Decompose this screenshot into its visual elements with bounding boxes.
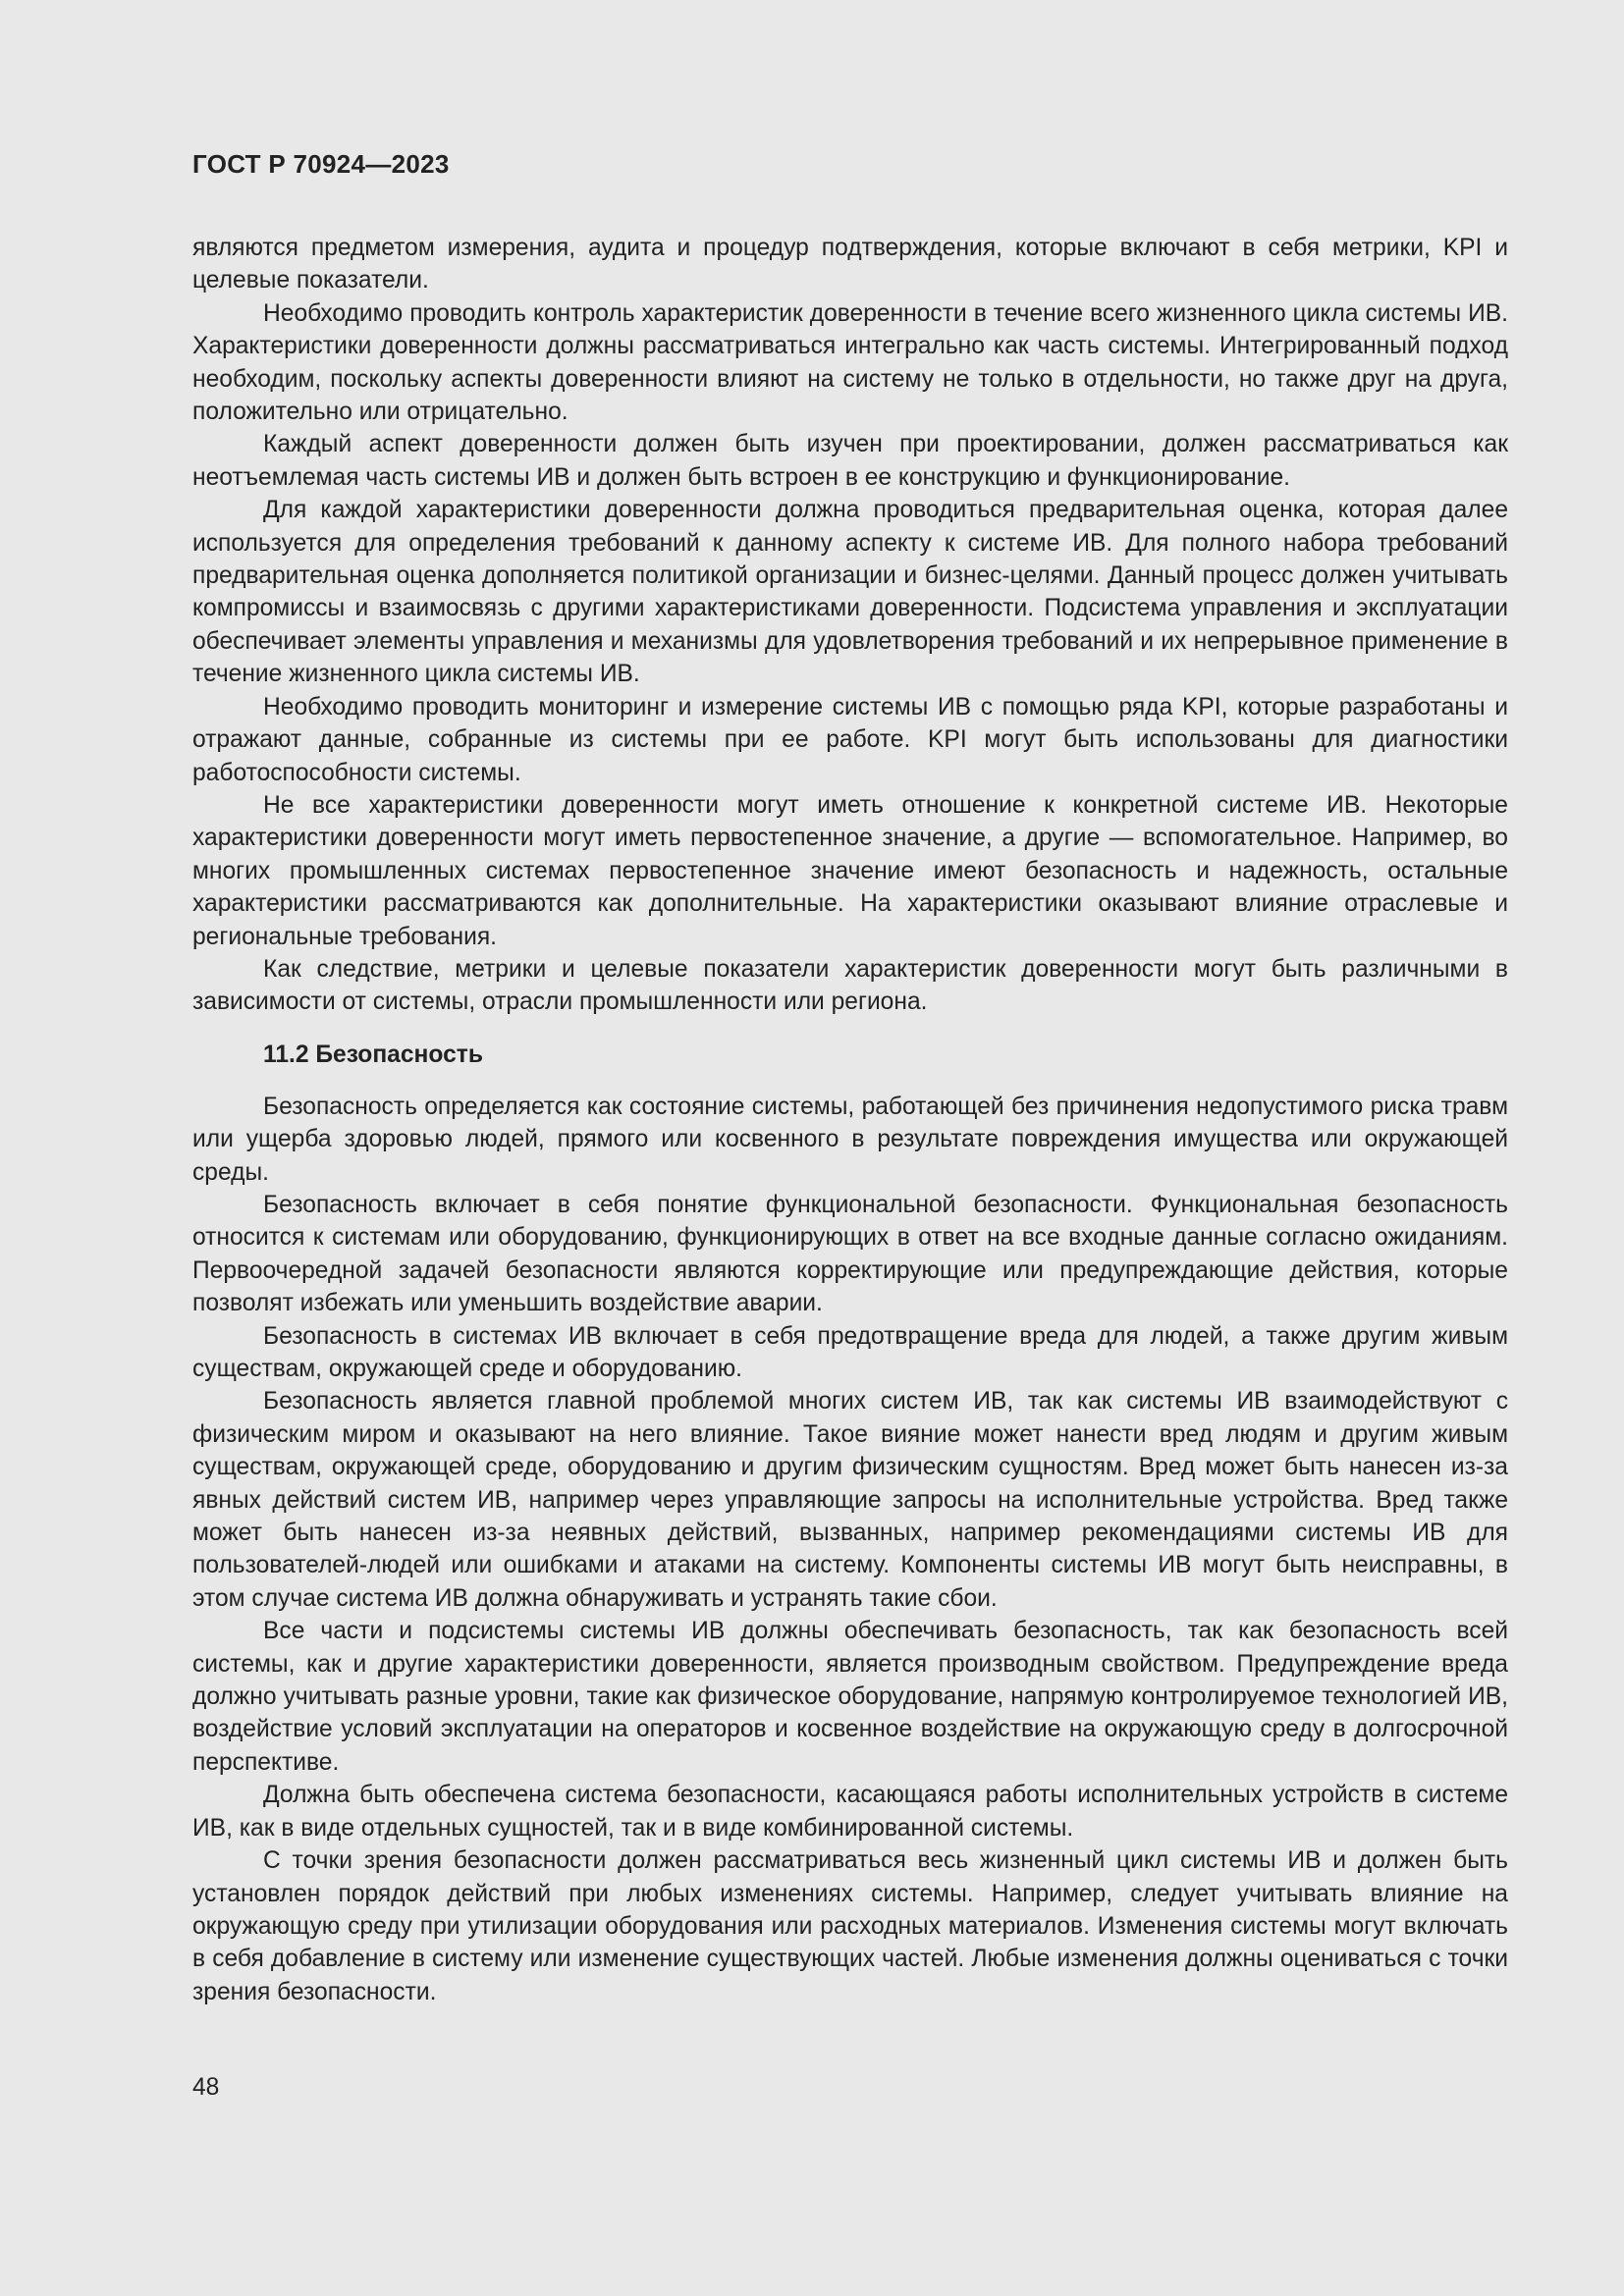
paragraph: Как следствие, метрики и целевые показатели характеристик доверенности могут быть различными в зависимости от системы, отрасли промышленности или региона. — [192, 955, 1508, 1016]
paragraph: Каждый аспект доверенности должен быть изучен при проектировании, должен рассматриваться как неотъемлемая часть системы ИВ и должен быть встроен в ее конструкцию и функционирование. — [192, 431, 1508, 491]
page-number: 48 — [192, 2074, 220, 2101]
paragraph: Необходимо проводить мониторинг и измерение системы ИВ с помощью ряда KPI, которые разработаны и отражают данные, собранные из системы при ее работе. KPI могут быть использованы для диагностики работоспособности системы. — [192, 693, 1508, 786]
document-page — [192, 147, 1508, 2008]
paragraph: Безопасность включает в себя понятие функциональной безопасности. Функциональная безопасность относится к системам или оборудованию, функционирующих в ответ на все входные данные согласно ожиданиям. Первоочередной задачей безопасности являются корректирующие или предупреждающие действия, которые позволят избежать или уменьшить воздействие аварии. — [192, 1191, 1508, 1317]
intro-text-block — [192, 232, 1508, 1019]
paragraph: Не все характеристики доверенности могут иметь отношение к конкретной системе ИВ. Некоторые характеристики доверенности могут иметь первостепенное значение, а другие — вспомогательное. Например, во многих промышленных системах первостепенное значение имеют безопасность и надежность, остальные характеристики рассматриваются как дополнительные. На характеристики оказывают влияние отраслевые и региональные требования. — [192, 791, 1508, 950]
section-heading: 11.2 Безопасность — [263, 1041, 483, 1068]
paragraph: Необходимо проводить контроль характеристик доверенности в течение всего жизненного цикла системы ИВ. Характеристики доверенности должны рассматриваться интегрально как часть системы. Интегрированный подход необходим, поскольку аспекты доверенности влияют на систему не только в отдельности, но также друг на друга, положительно или отрицательно. — [192, 299, 1508, 426]
paragraph: Для каждой характеристики доверенности должна проводиться предварительная оценка, которая далее используется для определения требований к данному аспекту к системе ИВ. Для полного набора требований предварительная оценка дополняется политикой организации и бизнес-целями. Данный процесс должен учитывать компромиссы и взаимосвязь с другими характеристиками доверенности. Подсистема управления и эксплуатации обеспечивает элементы управления и механизмы для удовлетворения требований и их непрерывное применение в течение жизненного цикла системы ИВ. — [192, 497, 1508, 688]
paragraph-continuation: являются предметом измерения, аудита и процедур подтверждения, которые включают в себя метрики, KPI и целевые показатели. — [192, 235, 1508, 294]
section-text-block — [192, 1091, 1508, 2008]
paragraph: Безопасность в системах ИВ включает в себя предотвращение вреда для людей, а также другим живым существам, окружающей среде и оборудованию. — [192, 1322, 1508, 1382]
paragraph: Должна быть обеспечена система безопасности, касающаяся работы исполнительных устройств в системе ИВ, как в виде отдельных сущностей, так и в виде комбинированной системы. — [192, 1782, 1508, 1842]
paragraph: Безопасность является главной проблемой многих систем ИВ, так как системы ИВ взаимодействуют с физическим миром и оказывают на него влияние. Такое вияние может нанести вред людям и другим живым существам, окружающей среде, оборудованию и другим физическим сущностям. Вред может быть нанесен из-за явных действий систем ИВ, например через управляющие запросы на исполнительные устройства. Вред также может быть нанесен из-за неявных действий, вызванных, например рекомендациями системы ИВ для пользователей-людей или ошибками и атаками на систему. Компоненты системы ИВ могут быть неисправны, в этом случае система ИВ должна обнаруживать и устранять такие сбои. — [192, 1388, 1508, 1612]
paragraph: Все части и подсистемы системы ИВ должны обеспечивать безопасность, так как безопасность всей системы, как и другие характеристики доверенности, является производным свойством. Предупреждение вреда должно учитывать разные уровни, такие как физическое оборудование, напрямую контролируемое технологией ИВ, воздействие условий эксплуатации на операторов и косвенное воздействие на окружающую среду в долгосрочной перспективе. — [192, 1618, 1508, 1776]
document-header: ГОСТ Р 70924—2023 — [192, 149, 450, 179]
paragraph: Безопасность определяется как состояние системы, работающей без причинения недопустимого риска травм или ущерба здоровью людей, прямого или косвенного в результате повреждения имущества или окружающей среды. — [192, 1093, 1508, 1186]
paragraph: С точки зрения безопасности должен рассматриваться весь жизненный цикл системы ИВ и должен быть установлен порядок действий при любых изменениях системы. Например, следует учитывать влияние на окружающую среду при утилизации оборудования или расходных материалов. Изменения системы могут включать в себя добавление в систему или изменение существующих частей. Любые изменения должны оцениваться с точки зрения безопасности. — [192, 1847, 1508, 2005]
